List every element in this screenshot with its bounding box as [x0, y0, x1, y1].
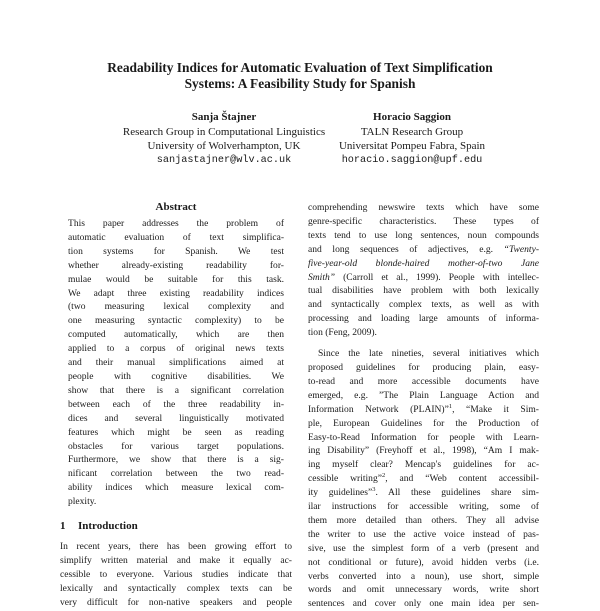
body-line: not conditional or future), avoid hidden verbs (i.e. — [308, 556, 539, 568]
abstract-line: mulae would be suitable for this task. — [68, 273, 284, 285]
body-line: sentences and cover only one main idea per sen- — [308, 598, 539, 610]
author-affiliation: TALN Research Group — [360, 125, 464, 138]
body-line: ilar instructions for accessible writing, some of — [308, 501, 539, 513]
text-run: Information Network (PLAIN)” — [308, 403, 449, 415]
author-affiliation: Research Group in Computational Linguistics — [122, 125, 326, 138]
paper-title — [60, 60, 540, 92]
title-line: Systems: A Feasibility Study for Spanish — [184, 76, 416, 91]
text-run: (Carroll et al., 1999). People with intellec- — [335, 271, 539, 283]
body-line: tion (Feng, 2009). — [308, 327, 377, 339]
abstract-line: ability indices which measure lexical com- — [68, 482, 284, 494]
body-line: them more detailed than others. They all advise — [308, 514, 539, 526]
body-line — [308, 403, 539, 417]
quoted-example: five-year-old blonde-haired mother-of-two Jane — [308, 257, 539, 269]
body-line: very difficult for non-native speakers and people — [60, 596, 292, 608]
body-line: cessible to everyone. Various studies indicate that — [60, 568, 292, 580]
body-line: emerged, e.g. ”The Plain Language Action and — [308, 389, 539, 401]
abstract-line: whether already-existing readability for- — [68, 259, 284, 271]
text-run: cessible writing” — [308, 473, 382, 485]
body-line — [308, 271, 539, 285]
body-line: to-read and more accessible documents have — [308, 375, 539, 387]
author-block — [300, 110, 524, 168]
author-name: Horacio Saggion — [373, 111, 451, 123]
title-line: Readability Indices for Automatic Evaluation of Text Simplification — [107, 60, 493, 75]
body-line: processing and loading large amounts of informa- — [308, 313, 539, 325]
body-line: verbs converted into a noun), use short, simple — [308, 570, 539, 582]
right-column — [308, 201, 539, 611]
body-line: words and omit unnecessary words, write short — [308, 584, 539, 596]
body-line — [308, 257, 539, 271]
abstract-line: We adapt three existing readability indices — [68, 287, 284, 299]
body-line: genre-specific characteristics. These types of — [308, 215, 539, 227]
body-line: sive, use the simplest form of a verb (present and — [308, 542, 539, 554]
abstract-line: one measuring syntactic complexity) to be — [68, 315, 284, 327]
quoted-example: Smith” — [308, 271, 336, 283]
abstract-line: plexity. — [68, 496, 97, 508]
footnote-marker: 1 — [448, 402, 453, 410]
text-run: and long sequences of adjectives, e.g. — [308, 243, 504, 255]
body-line — [308, 243, 539, 257]
body-line: comprehending newswire texts which have some — [308, 202, 539, 213]
body-line: simplify written material and make it equally ac- — [60, 554, 292, 566]
abstract-line: features which might be seen as reading — [68, 426, 284, 438]
abstract-line: obstacles for various target populations. — [68, 440, 284, 452]
abstract-line: dices and several linguistically motivated — [68, 412, 284, 424]
body-line: ing myself clear? Mencap's guidelines for ac- — [308, 459, 539, 471]
body-line: the writer to use the active voice instead of pas- — [308, 528, 539, 540]
text-run: , and “Web content accessibil- — [385, 473, 539, 485]
author-email: horacio.saggion@upf.edu — [341, 154, 483, 166]
abstract-heading: Abstract — [155, 201, 197, 213]
section-heading — [60, 519, 292, 533]
abstract-line: automatic evaluation of text simplifica- — [68, 231, 284, 243]
section-number: 1 — [60, 520, 66, 533]
abstract-line: and their manual simplifications aimed at — [68, 357, 284, 369]
abstract-line: tion systems for Spanish. We test — [68, 245, 284, 257]
text-run: , “Make it Sim- — [452, 403, 539, 415]
quoted-example: “Twenty- — [503, 243, 539, 255]
body-line: texts tend to use long sentences, noun compounds — [308, 229, 539, 241]
body-line — [308, 486, 539, 500]
body-line: lexically and syntactically complex texts can be — [60, 582, 292, 594]
abstract-line: applied to a corpus of original news texts — [68, 343, 284, 355]
abstract-line: This paper addresses the problem of — [68, 218, 284, 229]
author-email: sanjastajner@wlv.ac.uk — [156, 154, 292, 166]
text-run: ity guidelines” — [308, 487, 373, 499]
body-line: Since the late nineties, several initiatives which — [318, 348, 539, 360]
abstract-body — [60, 217, 284, 509]
abstract-line: show that there is a significant correlation — [68, 384, 284, 396]
body-line: tual disabilities have problem with both lexically — [308, 285, 539, 297]
body-line — [308, 472, 539, 486]
abstract-line: people with cognitive disabilities. We — [68, 370, 284, 382]
abstract-line: (two measuring lexical complexity and — [68, 301, 284, 313]
author-name: Sanja Štajner — [191, 111, 257, 123]
text-run: . All these guidelines share sim- — [375, 487, 539, 499]
footnote-marker: 2 — [381, 472, 386, 480]
section-title: Introduction — [78, 520, 138, 533]
author-institution: University of Wolverhampton, UK — [147, 140, 301, 152]
abstract-line: computed automatically, which are then — [68, 329, 284, 341]
body-line: ple, European Guidelines for the Production of — [308, 417, 539, 429]
body-line: ing Disability” (Freyhoff et al., 1998), “Am I mak- — [308, 445, 539, 457]
footnote-marker: 3 — [372, 486, 376, 494]
body-line: and syntactically complex texts, as well as with — [308, 299, 539, 311]
left-column — [60, 200, 292, 610]
body-line: In recent years, there has been growing effort to — [60, 541, 292, 553]
author-institution: Universitat Pompeu Fabra, Spain — [338, 140, 486, 152]
abstract-line: Furthermore, we show that there is a sig- — [68, 454, 284, 466]
abstract-line: between each of the three readability in- — [68, 398, 284, 410]
body-line: proposed guidelines for producing plain, easy- — [308, 361, 539, 373]
body-line: Easy-to-Read Information for people with Learn- — [308, 431, 539, 443]
abstract-line: nificant correlation between the two read- — [68, 468, 284, 480]
